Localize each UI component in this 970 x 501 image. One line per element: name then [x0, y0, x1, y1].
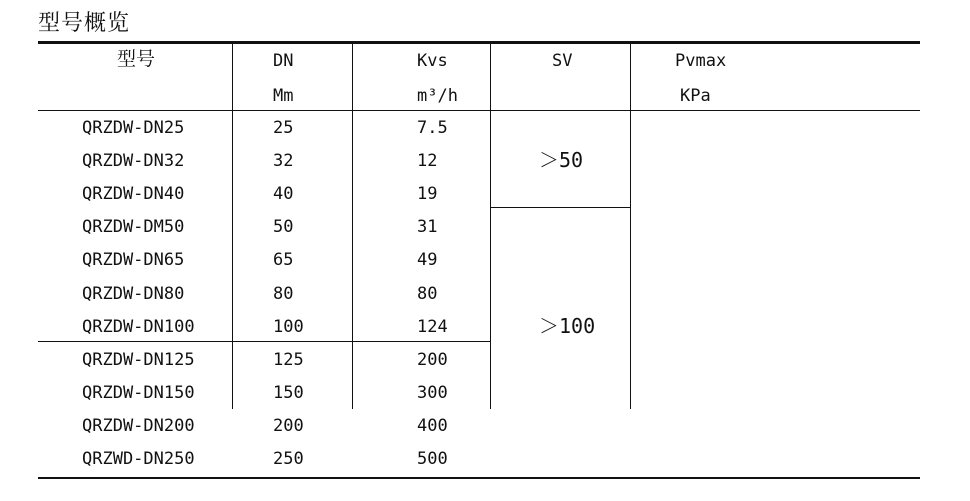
model-cell: QRZDW-DN80 — [82, 284, 185, 304]
col-sep-model-dn — [232, 44, 233, 409]
model-cell: QRZDW-DN65 — [82, 250, 185, 270]
sv-group-large: ＞100 — [539, 314, 596, 338]
kvs-cell: 300 — [417, 383, 448, 403]
model-cell: QRZDW-DN25 — [82, 118, 185, 138]
table-top-rule — [38, 41, 920, 44]
dn-cell: 50 — [273, 217, 294, 237]
header-kvs: Kvs — [417, 51, 448, 71]
dn-cell: 32 — [273, 151, 294, 171]
model-cell: QRZWD-DN250 — [82, 449, 195, 469]
header-dn-unit: Mm — [273, 86, 294, 106]
dn-cell: 200 — [273, 416, 304, 436]
kvs-cell: 500 — [417, 449, 448, 469]
kvs-cell: 200 — [417, 350, 448, 370]
model-cell: QRZDW-DN125 — [82, 350, 195, 370]
col-sep-sv-pvmax — [630, 44, 631, 409]
dn-cell: 65 — [273, 250, 294, 270]
col-sep-dn-kvs — [352, 44, 353, 409]
kvs-cell: 19 — [417, 184, 438, 204]
header-sv: SV — [552, 51, 573, 71]
dn-cell: 25 — [273, 118, 294, 138]
kvs-cell: 400 — [417, 416, 448, 436]
section-title: 型号概览 — [38, 11, 131, 36]
dn-cell: 125 — [273, 350, 304, 370]
table-bottom-rule — [38, 477, 920, 479]
kvs-cell: 7.5 — [417, 118, 448, 138]
dn-cell: 40 — [273, 184, 294, 204]
sv-group-small: ＞50 — [539, 148, 584, 172]
header-pvmax: Pvmax — [675, 51, 727, 71]
model-cell: QRZDW-DN200 — [82, 416, 195, 436]
kvs-cell: 12 — [417, 151, 438, 171]
kvs-cell: 80 — [417, 284, 438, 304]
header-dn: DN — [273, 51, 294, 71]
dn-cell: 150 — [273, 383, 304, 403]
row-divider-dn125 — [38, 341, 490, 342]
dn-cell: 100 — [273, 317, 304, 337]
header-kvs-unit: m³/h — [417, 86, 458, 106]
model-cell: QRZDW-DN32 — [82, 151, 185, 171]
kvs-cell: 31 — [417, 217, 438, 237]
dn-cell: 250 — [273, 449, 304, 469]
model-cell: QRZDW-DM50 — [82, 217, 185, 237]
header-model: 型号 — [117, 48, 156, 70]
header-pvmax-unit: KPa — [680, 86, 711, 106]
kvs-cell: 49 — [417, 250, 438, 270]
kvs-cell: 124 — [417, 317, 448, 337]
sv-group-divider — [490, 207, 630, 208]
col-sep-kvs-sv — [490, 44, 491, 409]
model-cell: QRZDW-DN150 — [82, 383, 195, 403]
model-cell: QRZDW-DN100 — [82, 317, 195, 337]
header-bottom-rule — [38, 110, 920, 111]
model-cell: QRZDW-DN40 — [82, 184, 185, 204]
dn-cell: 80 — [273, 284, 294, 304]
